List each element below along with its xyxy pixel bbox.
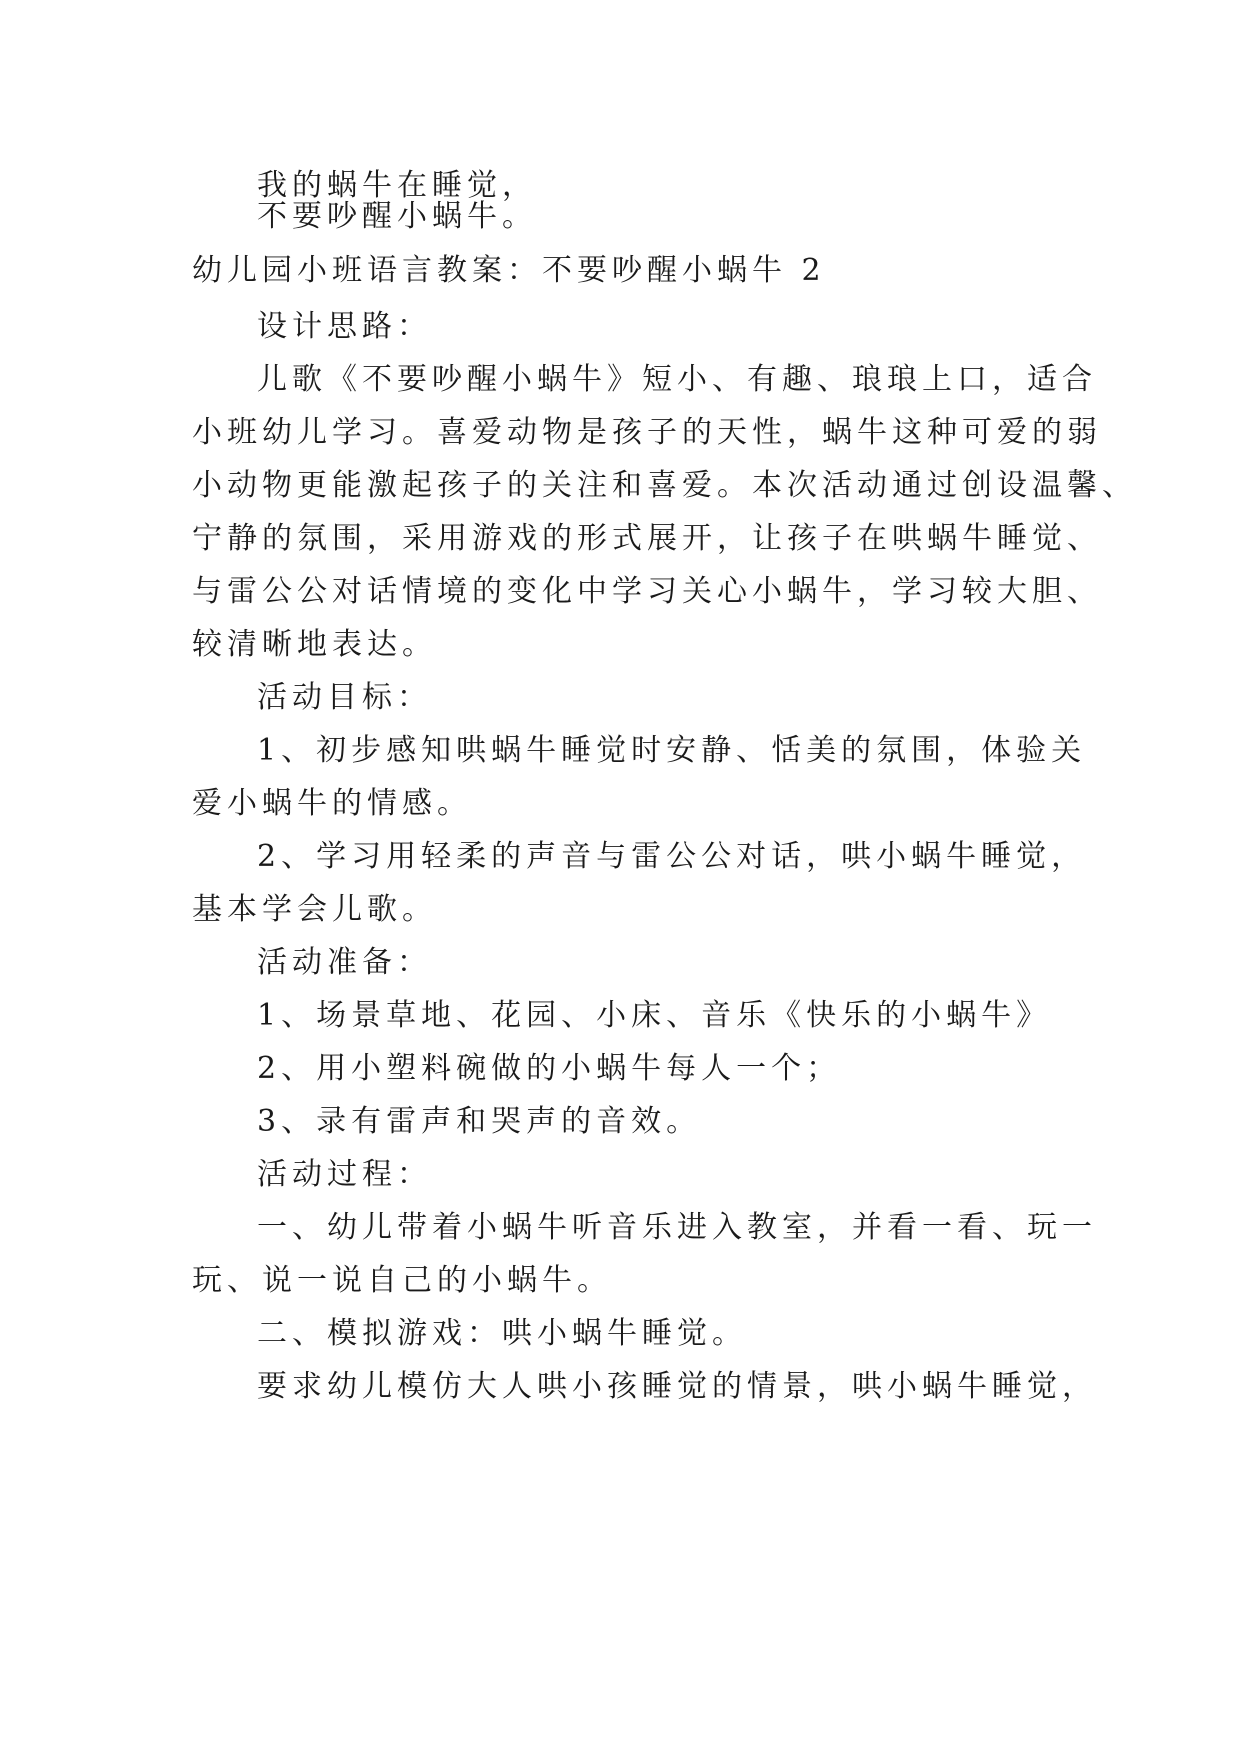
poem-line-1: 我的蜗牛在睡觉， (257, 168, 537, 203)
heading-activity-preparation: 活动准备： (257, 945, 432, 980)
goal-item-1-continued: 爱小蜗牛的情感。 (192, 786, 472, 821)
goal-item-2: 2、学习用轻柔的声音与雷公公对话，哄小蜗牛睡觉， (257, 839, 1087, 874)
section-title: 幼儿园小班语言教案：不要吵醒小蜗牛 2 (192, 253, 826, 288)
poem-line-2: 不要吵醒小蜗牛。 (257, 199, 537, 234)
heading-activity-process: 活动过程： (257, 1157, 432, 1192)
paragraph-line: 小班幼儿学习。喜爱动物是孩子的天性，蜗牛这种可爱的弱 (192, 415, 1102, 450)
preparation-item-2: 2、用小塑料碗做的小蜗牛每人一个； (257, 1051, 842, 1086)
process-step-2: 二、模拟游戏：哄小蜗牛睡觉。 (257, 1316, 747, 1351)
paragraph-line: 宁静的氛围，采用游戏的形式展开，让孩子在哄蜗牛睡觉、 (192, 521, 1102, 556)
preparation-item-3: 3、录有雷声和哭声的音效。 (257, 1104, 702, 1139)
process-step-2-detail: 要求幼儿模仿大人哄小孩睡觉的情景，哄小蜗牛睡觉， (257, 1369, 1097, 1404)
process-step-1-continued: 玩、说一说自己的小蜗牛。 (192, 1263, 612, 1298)
preparation-item-1: 1、场景草地、花园、小床、音乐《快乐的小蜗牛》 (257, 998, 1052, 1033)
paragraph-line: 较清晰地表达。 (192, 627, 437, 662)
paragraph-line: 小动物更能激起孩子的关注和喜爱。本次活动通过创设温馨、 (192, 468, 1137, 503)
heading-activity-goals: 活动目标： (257, 680, 432, 715)
goal-item-1: 1、初步感知哄蜗牛睡觉时安静、恬美的氛围，体验关 (257, 733, 1087, 768)
process-step-1: 一、幼儿带着小蜗牛听音乐进入教室，并看一看、玩一 (257, 1210, 1097, 1245)
paragraph-line: 儿歌《不要吵醒小蜗牛》短小、有趣、琅琅上口，适合 (257, 362, 1097, 397)
heading-design-idea: 设计思路： (257, 309, 432, 344)
goal-item-2-continued: 基本学会儿歌。 (192, 892, 437, 927)
paragraph-line: 与雷公公对话情境的变化中学习关心小蜗牛，学习较大胆、 (192, 574, 1102, 609)
